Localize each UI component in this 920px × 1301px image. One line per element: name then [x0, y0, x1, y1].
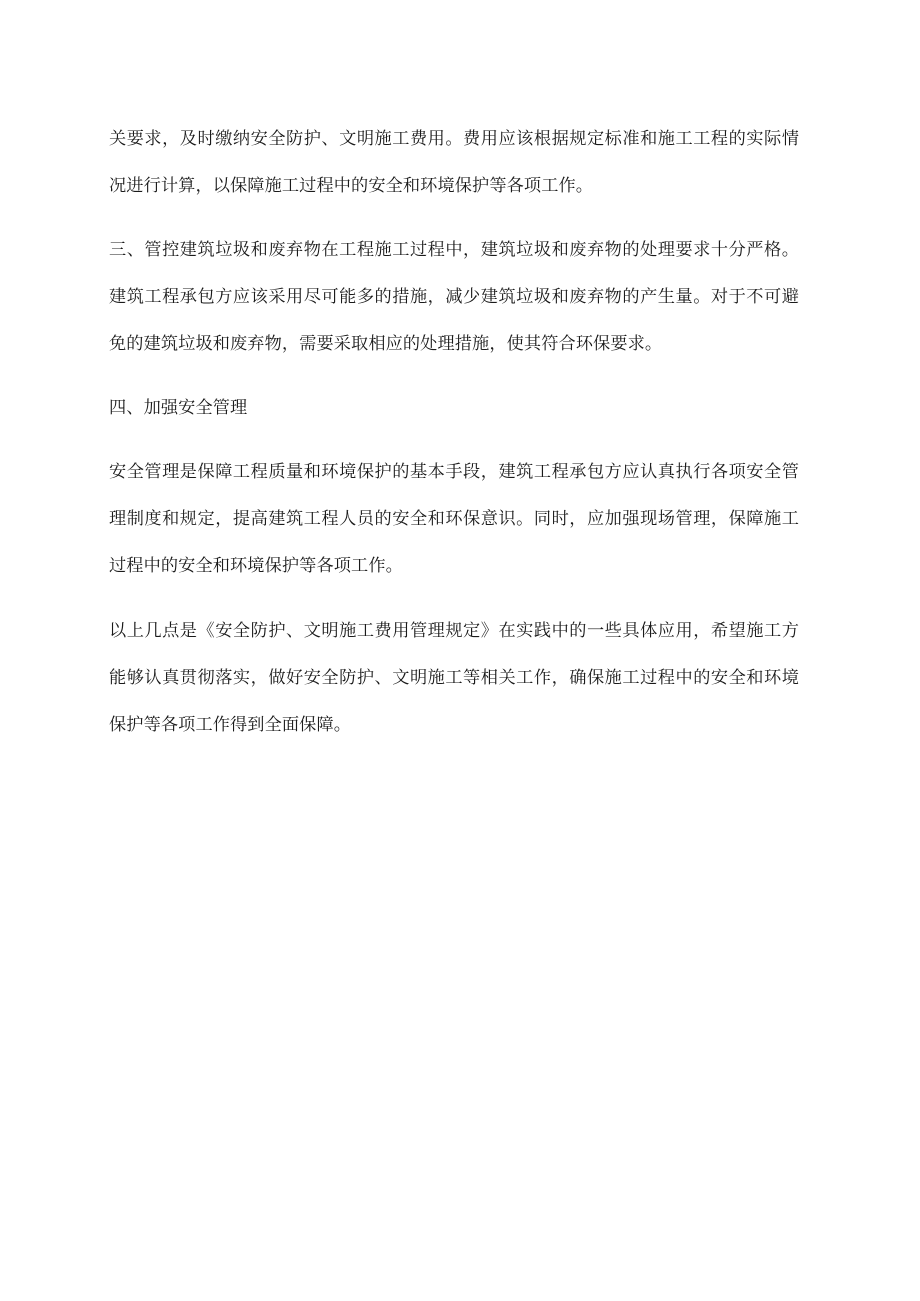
document-body	[109, 116, 799, 749]
paragraph-safety-management: 安全管理是保障工程质量和环境保护的基本手段，建筑工程承包方应认真执行各项安全管理制度和规定，提高建筑工程人员的安全和环保意识。同时，应加强现场管理，保障施工过程中的安全和环境保护等各项工作。	[109, 462, 799, 576]
paragraph-fee-payment: 关要求，及时缴纳安全防护、文明施工费用。费用应该根据规定标准和施工工程的实际情况进行计算，以保障施工过程中的安全和环境保护等各项工作。	[109, 129, 799, 196]
paragraph-waste-control: 三、管控建筑垃圾和废弃物在工程施工过程中，建筑垃圾和废弃物的处理要求十分严格。建筑工程承包方应该采用尽可能多的措施，减少建筑垃圾和废弃物的产生量。对于不可避免的建筑垃圾和废弃物，需要采取相应的处理措施，使其符合环保要求。	[109, 240, 799, 354]
paragraph-conclusion: 以上几点是《安全防护、文明施工费用管理规定》在实践中的一些具体应用，希望施工方能够认真贯彻落实，做好安全防护、文明施工等相关工作，确保施工过程中的安全和环境保护等各项工作得到全面保障。	[109, 621, 799, 735]
section-heading-safety-management: 四、加强安全管理	[109, 398, 248, 418]
